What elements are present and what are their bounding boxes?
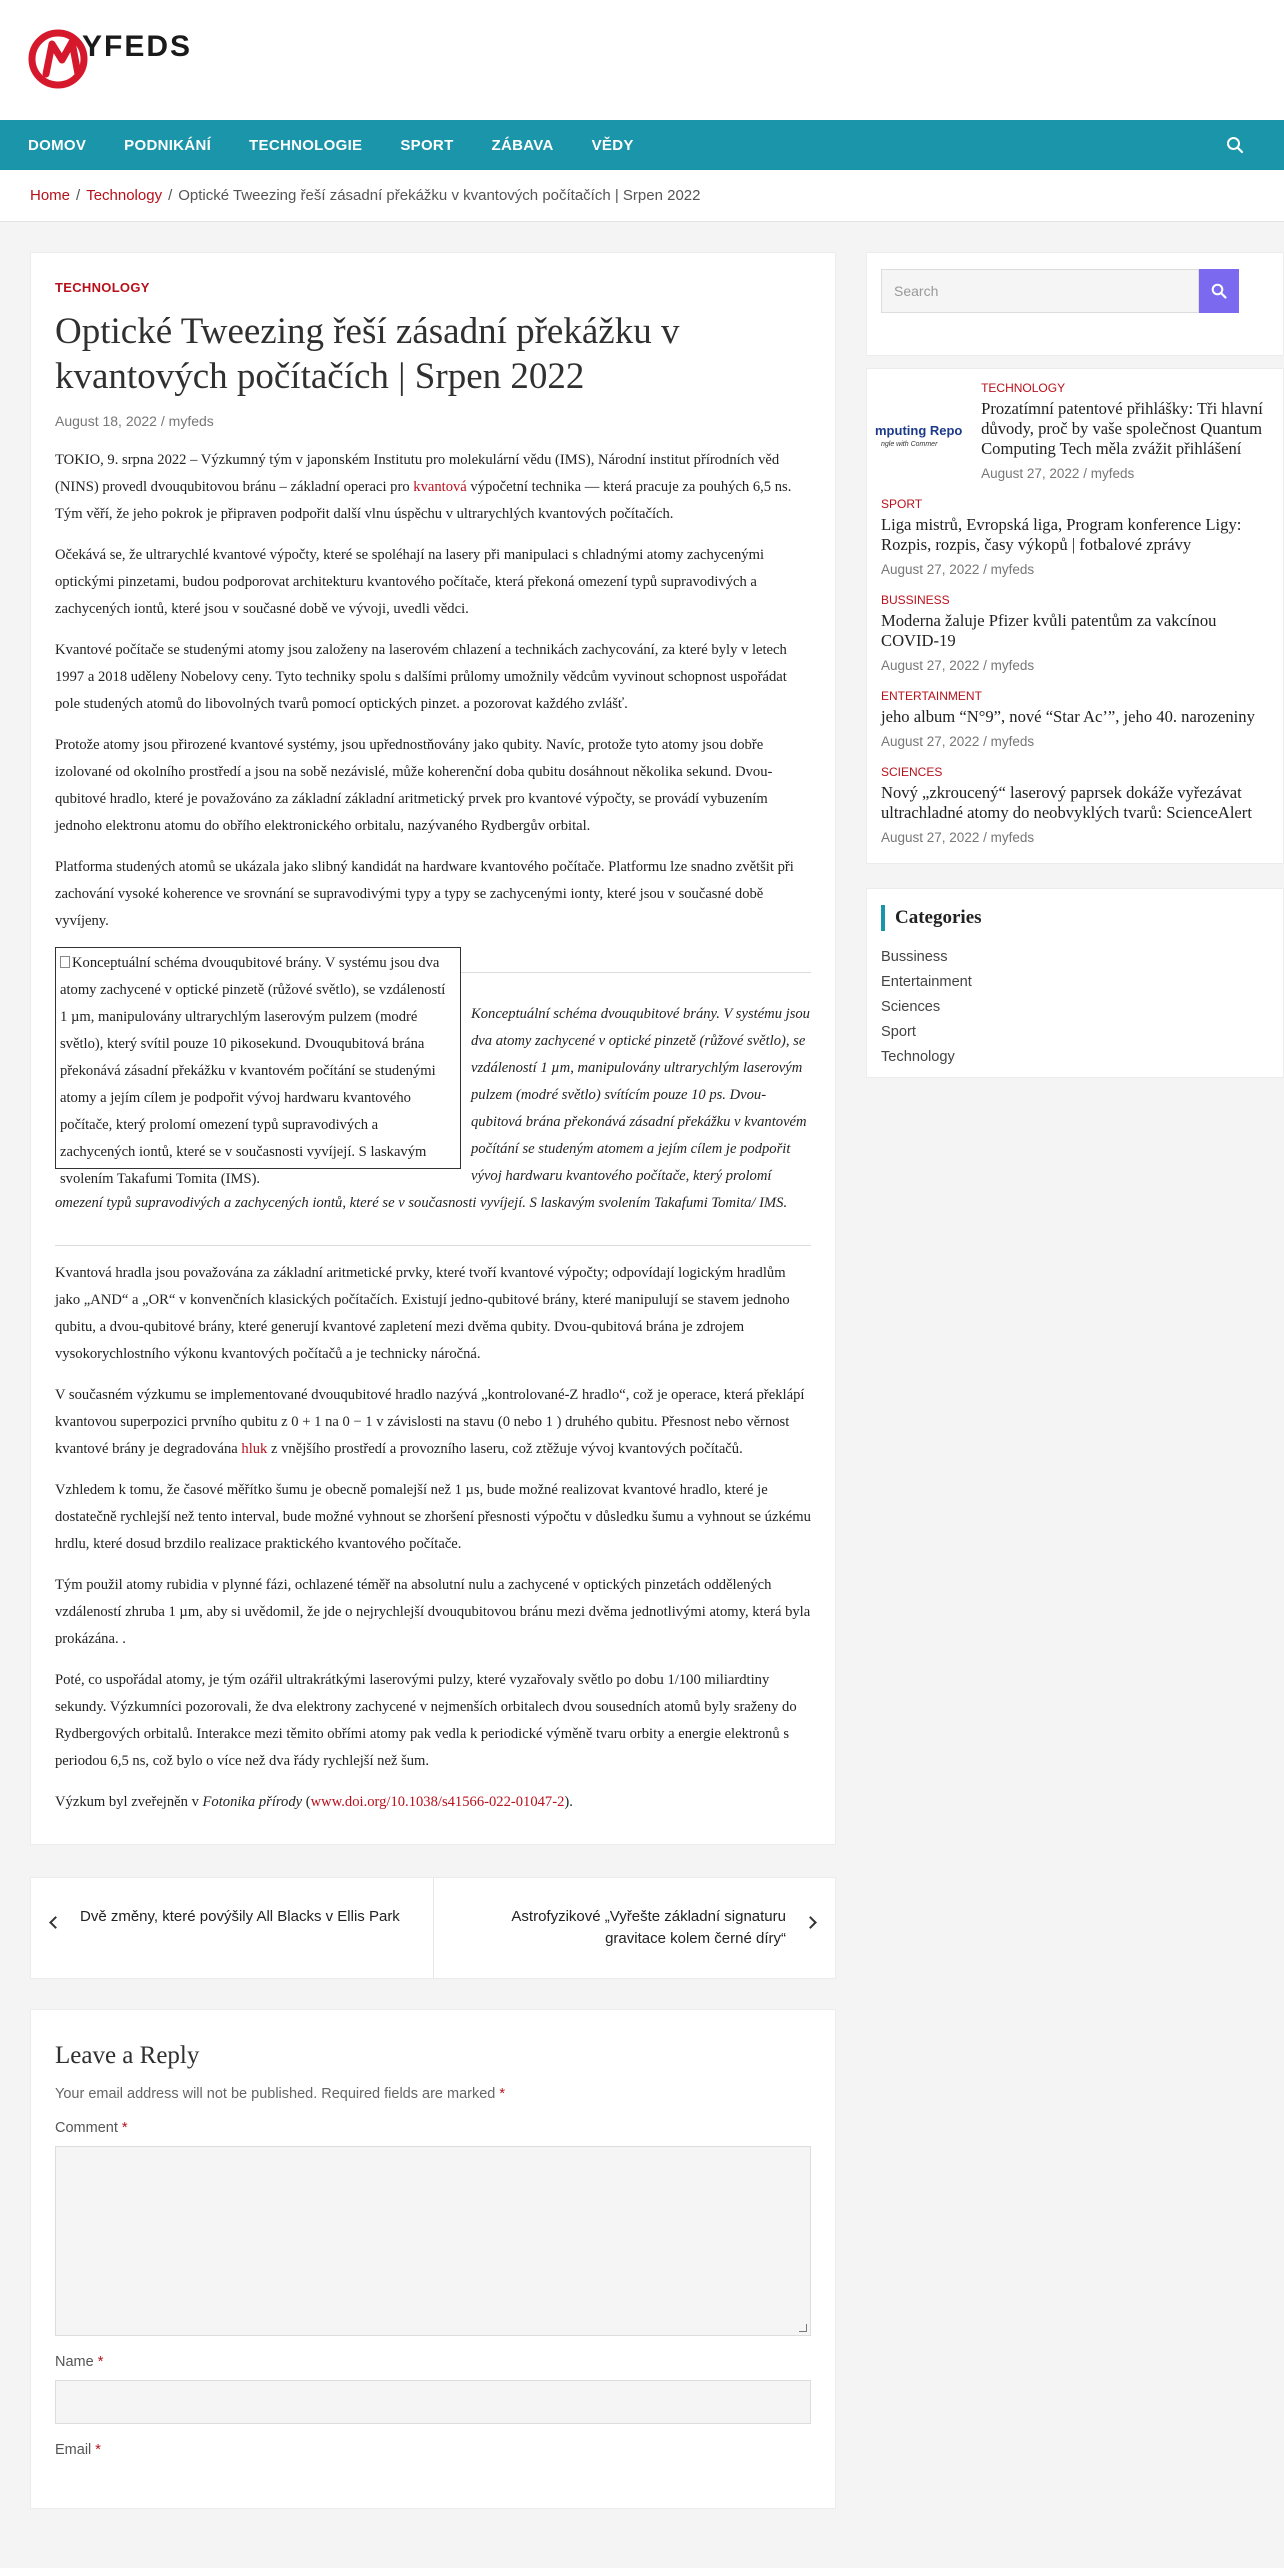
comment-textarea[interactable] <box>55 2146 811 2336</box>
article-date-link[interactable]: August 18, 2022 <box>55 413 157 429</box>
article-paragraph: V současném výzkumu se implementované dvouqubitové hradlo nazývá „kontrolované-Z hradlo“, což je operace, která překlápí kvantovou superpozici prvního qubitu z 0 + 1 na 0 − 1 v závislosti na stavu (0 nebo 1 ) druhého qubitu. Přesnost nebo věrnost kvantové brány je degradována hluk z vnějšího prostředí a provozního laseru, což ztěžuje vývoj kvantových počítačů. <box>55 1387 805 1457</box>
nav-item-domov[interactable]: DOMOV <box>28 136 87 154</box>
nav-item-podnikani[interactable]: PODNIKÁNÍ <box>124 136 212 154</box>
article-paragraph: Tým použil atomy rubidia v plynné fázi, ochlazené téměř na absolutní nulu a zachycené v optických pinzetách oddělených vzdáleností zhruba 1 µm, aby si uvědomil, že jde o nejrychlejší dvouqubitovou bránu mezi dvěma jednotlivými atomy, která byla prokázána. . <box>55 1577 811 1647</box>
category-link[interactable]: Entertainment <box>881 974 972 990</box>
category-link[interactable]: Sciences <box>881 999 941 1015</box>
breadcrumb-home-link[interactable]: Home <box>30 187 71 204</box>
chevron-left-icon <box>49 1916 62 1929</box>
post-category[interactable]: ENTERTAINMENT <box>881 689 982 703</box>
meta-separator: / <box>160 413 165 429</box>
previous-post-title: Dvě změny, které povýšily All Blacks v Ellis Park <box>80 1908 400 1925</box>
site-header <box>0 0 1284 120</box>
article-figure <box>55 947 811 1246</box>
email-label: Email * <box>55 2442 101 2458</box>
sidebar-search-input[interactable]: Search <box>881 269 1199 313</box>
search-widget <box>866 252 1284 356</box>
breadcrumb-separator: / <box>168 187 173 204</box>
next-post-link[interactable] <box>434 1878 836 1978</box>
post-item <box>881 765 1269 845</box>
post-item <box>881 497 1269 577</box>
article-paragraph: Kvantové počítače se studenými atomy jsou založeny na laserovém chlazení a technikách zachycování, za které byly v letech 1997 a 2018 uděleny Nobelovy ceny. Tyto techniky spolu s dalšími průlomy umožnily vědcům vyvinout schopnost uspořádat pole studených atomů do libovolných tvarů pomocí optických pinzet. a pozorovat každého zvlášť. <box>55 642 787 712</box>
post-category[interactable]: SCIENCES <box>881 765 943 779</box>
category-link[interactable]: Bussiness <box>881 949 948 965</box>
category-link[interactable]: Sport <box>881 1024 916 1040</box>
post-thumbnail[interactable]: mputing Repo ngle with Commer <box>875 423 963 448</box>
breadcrumb-current: Optické Tweezing řeší zásadní překážku v kvantových počítačích | Srpen 2022 <box>178 187 701 204</box>
post-title-link[interactable]: Moderna žaluje Pfizer kvůli patentům za vakcínou COVID-19 <box>881 611 1217 650</box>
search-icon <box>1211 283 1227 299</box>
name-label: Name * <box>55 2354 104 2370</box>
category-link[interactable]: Technology <box>881 1049 955 1065</box>
resize-handle-icon[interactable] <box>799 2324 807 2332</box>
inline-link[interactable]: hluk <box>241 1441 268 1457</box>
next-post-title: Astrofyzikové „Vyřešte základní signaturu gravitace kolem černé díry“ <box>511 1908 786 1947</box>
breadcrumb-separator: / <box>76 187 81 204</box>
breadcrumb <box>0 170 1284 222</box>
article-paragraph: Vzhledem k tomu, že časové měřítko šumu je obecně pomalejší než 1 µs, bude možné realizovat kvantové hradlo, které je dostatečně rychlejší než tento interval, bude možné vyhnout se zhoršení přesnosti výpočtu v důsledku šumu a vyhnout se úzkému hrdlu, které dosud brzdilo realizace praktického kvantového počítače. <box>55 1482 811 1552</box>
nav-item-technologie[interactable]: TECHNOLOGIE <box>249 136 363 154</box>
inline-link[interactable]: kvantová <box>413 479 467 495</box>
post-title-link[interactable]: Prozatímní patentové přihlášky: Tři hlavní důvody, proč by vaše společnost Quantum Computing Tech měla zvážit přihlášení <box>981 399 1263 458</box>
post-category[interactable]: TECHNOLOGY <box>981 381 1066 395</box>
article-meta <box>55 413 811 429</box>
post-title-link[interactable]: jeho album “N°9”, nové “Star Ac’”, jeho 40. narozeniny <box>881 707 1255 726</box>
reply-section <box>30 2009 836 2509</box>
reply-note: Your email address will not be published. Required fields are marked * <box>55 2086 506 2102</box>
previous-post-link[interactable] <box>31 1878 434 1978</box>
search-icon[interactable] <box>1226 136 1244 154</box>
post-category[interactable]: SPORT <box>881 497 923 511</box>
nav-item-zabava[interactable]: ZÁBAVA <box>491 136 554 154</box>
article-paragraph: Protože atomy jsou přirozené kvantové systémy, jsou upřednostňovány jako qubity. Navíc, protože tyto atomy jsou dobře izolované od okolního prostředí a jsou na sobě nezávislé, může koherenční doba qubitu dosáhnout několika sekund. Dvou-qubitové hradlo, které je považováno za základní základní aritmetický prvek pro kvantové výpočty, se provádí vybuzením jednoho elektronu atomu do obřího elektronického orbitalu, nazývaného Rydbergův orbital. <box>55 737 773 834</box>
post-meta: August 27, 2022 / myfeds <box>881 658 1035 673</box>
post-meta: August 27, 2022 / myfeds <box>881 562 1035 577</box>
post-meta: August 27, 2022 / myfeds <box>881 830 1035 845</box>
post-item <box>881 689 1269 749</box>
main-column <box>30 252 836 2509</box>
broken-image-icon <box>60 956 70 968</box>
categories-list <box>881 945 1269 1070</box>
article-paragraph: Očekává se, že ultrarychlé kvantové výpočty, které se spoléhají na lasery při manipulaci s chladnými atomy zachycenými optickými pinzetami, budou podporovat architekturu kvantového počítače, která překoná omezení typů supravodivých a zachycených iontů, které jsou v současné době ve vývoji, uvedli vědci. <box>55 547 765 617</box>
doi-link[interactable]: www.doi.org/10.1038/s41566-022-01047-2 <box>310 1794 565 1810</box>
recent-posts-widget <box>866 368 1284 864</box>
categories-widget <box>866 888 1284 1078</box>
nav-item-vedy[interactable]: VĚDY <box>591 136 634 154</box>
post-item <box>875 381 1269 481</box>
categories-title: Categories <box>881 905 1269 931</box>
post-category[interactable]: BUSSINESS <box>881 593 950 607</box>
post-meta: August 27, 2022 / myfeds <box>881 734 1035 749</box>
article-paragraph: TOKIO, 9. srpna 2022 – Výzkumný tým v japonském Institutu pro molekulární vědu (IMS), Národní institut přírodních věd (NINS) provedl dvouqubitovou bránu – základní operaci pro kvantová výpočetní technika — která pracuje za pouhých 6,5 ns. Tým věří, že jeho pokrok je připraven podpořit další vlnu úspěchu v ultrarychlých kvantových počítačích. <box>55 452 792 522</box>
article-paragraph: Poté, co uspořádal atomy, je tým ozářil ultrakrátkými laserovými pulzy, které vyzařovaly světlo po dobu 1/100 miliardtiny sekundy. Výzkumníci pozorovali, že dva elektrony zachycené v nejmenších orbitalech dvou sousedních atomů byly sraženy do Rydbergových orbitalů. Interakce mezi těmito obřími atomy pak vedla k periodické výměně tvaru orbity a energie elektronů s periodou 6,5 ns, což bylo o více než dva řády rychlejší než šum. <box>55 1672 797 1769</box>
figure-caption: Konceptuální schéma dvouqubitové brány. V systému jsou dva atomy zachycené v optické pinzetě (růžové světlo), se vzdáleností 1 µm, manipulovány ultrarychlým laserovým pulzem (modré světlo) svítícím pouze 10 ps. Dvou-qubitová brána překonává zásadní překážku v kvantovém počítání se studeným atomem a jejím cílem je podpořit vývoj hardwaru kvantového počítače, který prolomí omezení typů supravodivých a zachycených iontů, které se v současnosti vyvíjejí. S laskavým svolením Takafumi Tomita/ IMS. <box>55 1006 810 1211</box>
article-paragraph: Výzkum byl zveřejněn v Fotonika přírody (www.doi.org/10.1038/s41566-022-01047-2). <box>55 1794 573 1810</box>
chevron-right-icon <box>804 1916 817 1929</box>
breadcrumb-section-link[interactable]: Technology <box>86 187 163 204</box>
article-category-link[interactable]: TECHNOLOGY <box>55 280 150 295</box>
article-paragraph: Platforma studených atomů se ukázala jako slibný kandidát na hardware kvantového počítače. Platformu lze snadno zvětšit při zachování vysoké koherence ve srovnání se supravodivými typy a typy se zachycenými ionty, které jsou v současné době vyvíjeny. <box>55 859 794 929</box>
article <box>30 252 836 1845</box>
comment-label: Comment * <box>55 2120 128 2136</box>
nav-item-sport[interactable]: SPORT <box>400 136 454 154</box>
sidebar <box>866 252 1284 1078</box>
post-navigation <box>30 1877 836 1979</box>
post-title-link[interactable]: Liga mistrů, Evropská liga, Program konference Ligy: Rozpis, rozpis, časy výkopů | fotbalové zprávy <box>881 515 1242 554</box>
post-title-link[interactable]: Nový „zkroucený“ laserový paprsek dokáže vyřezávat ultrachladné atomy do neobvyklých tvarů: ScienceAlert <box>881 783 1252 822</box>
main-nav <box>0 120 1284 170</box>
article-body <box>55 447 811 1816</box>
article-author-link[interactable]: myfeds <box>168 413 214 429</box>
site-logo-text[interactable]: YFEDS <box>82 30 193 63</box>
post-meta: August 27, 2022 / myfeds <box>981 466 1135 481</box>
article-paragraph: Kvantová hradla jsou považována za základní aritmetické prvky, které tvoří kvantové výpočty; odpovídají logickým hradlům jako „AND“ a „OR“ v konvenčních klasických počítačích. Existují jedno-qubitové brány, které manipulují se stavem jednoho qubitu, a dvou-qubitové brány, které generují kvantové zapletení mezi dvěma qubity. Dvou-qubitová brána je zdrojem vysokorychlostního výkonu kvantových počítačů a je technicky náročná. <box>55 1265 790 1362</box>
figure-image-broken: Konceptuální schéma dvouqubitové brány. V systému jsou dva atomy zachycené v optické pinzetě (růžové světlo), se vzdáleností 1 µm, manipulovány ultrarychlým laserovým pulzem (modré světlo), který svítil pouze 10 pikosekund. Dvouqubitová brána překonává zásadní překážku v kvantovém počítání se studenými atomy a jejím cílem je podpořit vývoj hardwaru kvantového počítače, který prolomí omezení typů supravodivých a zachycených iontů, které se v současnosti vyvíjejí. S laskavým svolením Takafumi Tomita (IMS). <box>55 947 461 1169</box>
sidebar-search-button[interactable] <box>1199 269 1239 313</box>
post-item <box>881 593 1269 673</box>
article-title: Optické Tweezing řeší zásadní překážku v kvantových počítačích | Srpen 2022 <box>55 311 680 397</box>
name-input[interactable] <box>55 2380 811 2424</box>
reply-title: Leave a Reply <box>55 2042 200 2069</box>
